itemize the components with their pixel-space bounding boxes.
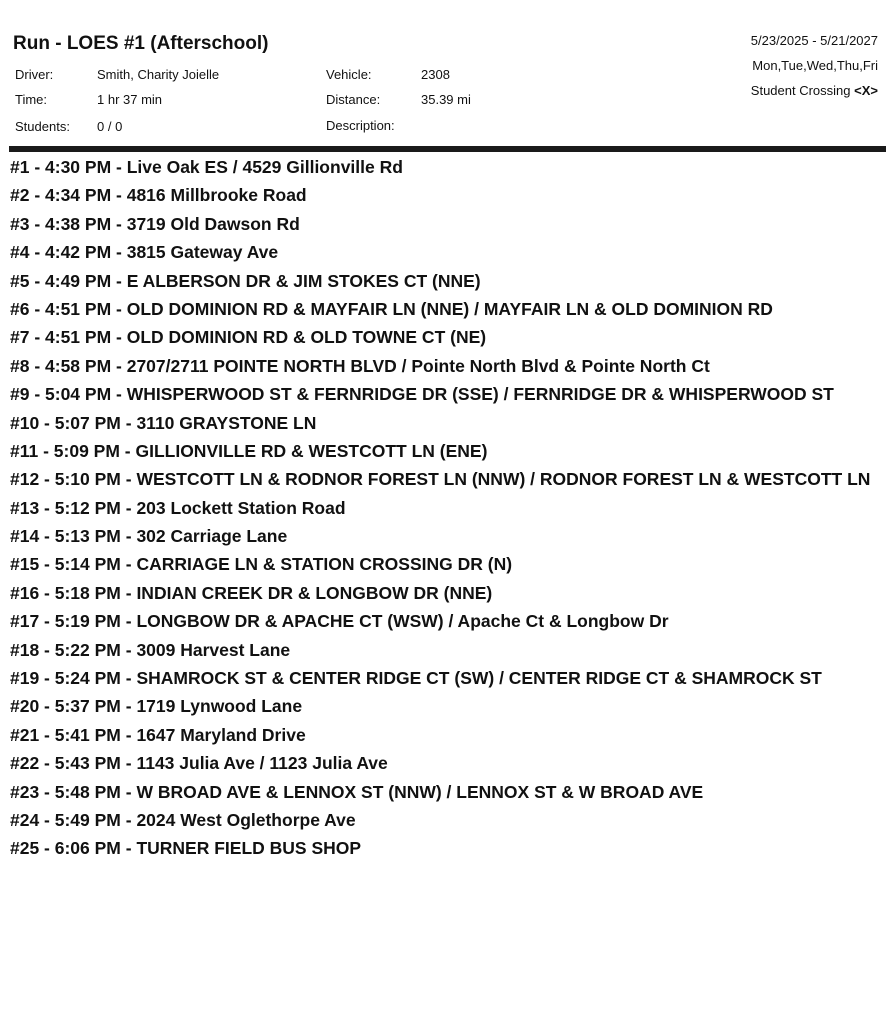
stop-item: #22 - 5:43 PM - 1143 Julia Ave / 1123 Julia Ave [10,753,388,774]
stop-item: #4 - 4:42 PM - 3815 Gateway Ave [10,242,279,263]
student-crossing-value: <X> [854,83,878,98]
run-header [0,0,890,150]
vehicle-value: 2308 [421,67,450,82]
stop-item: #12 - 5:10 PM - WESTCOTT LN & RODNOR FOREST LN (NNW) / RODNOR FOREST LN & WESTCOTT LN [10,469,871,490]
stop-item: #20 - 5:37 PM - 1719 Lynwood Lane [10,696,303,717]
distance-label: Distance: [326,92,381,107]
stop-item: #23 - 5:48 PM - W BROAD AVE & LENNOX ST (NNW) / LENNOX ST & W BROAD AVE [10,781,704,802]
stop-item: #8 - 4:58 PM - 2707/2711 POINTE NORTH BLVD / Pointe North Blvd & Pointe North Ct [10,355,710,376]
stop-item: #24 - 5:49 PM - 2024 West Oglethorpe Ave [10,809,356,830]
stop-item: #19 - 5:24 PM - SHAMROCK ST & CENTER RIDGE CT (SW) / CENTER RIDGE CT & SHAMROCK ST [10,668,822,689]
stops-list [10,157,886,867]
distance-value: 35.39 mi [421,92,471,107]
student-crossing-label: Student Crossing [750,83,851,98]
students-label: Students: [15,119,70,134]
stop-item: #7 - 4:51 PM - OLD DOMINION RD & OLD TOWNE CT (NE) [10,327,487,348]
stop-item: #18 - 5:22 PM - 3009 Harvest Lane [10,639,291,660]
stop-item: #16 - 5:18 PM - INDIAN CREEK DR & LONGBOW DR (NNE) [10,582,493,603]
header-divider [9,146,886,152]
students-value: 0 / 0 [97,119,123,134]
stop-item: #25 - 6:06 PM - TURNER FIELD BUS SHOP [10,838,362,859]
description-label: Description: [326,118,395,133]
stop-item: #5 - 4:49 PM - E ALBERSON DR & JIM STOKES CT (NNE) [10,270,481,291]
run-title: Run - LOES #1 (Afterschool) [13,33,269,54]
service-days: Mon,Tue,Wed,Thu,Fri [752,58,878,73]
stop-item: #15 - 5:14 PM - CARRIAGE LN & STATION CROSSING DR (N) [10,554,513,575]
driver-label: Driver: [15,67,54,82]
stop-item: #13 - 5:12 PM - 203 Lockett Station Road [10,497,346,518]
vehicle-label: Vehicle: [326,67,372,82]
stop-item: #3 - 4:38 PM - 3719 Old Dawson Rd [10,213,300,234]
stop-item: #9 - 5:04 PM - WHISPERWOOD ST & FERNRIDGE DR (SSE) / FERNRIDGE DR & WHISPERWOOD ST [10,384,834,405]
stop-item: #6 - 4:51 PM - OLD DOMINION RD & MAYFAIR LN (NNE) / MAYFAIR LN & OLD DOMINION RD [10,298,773,319]
driver-value: Smith, Charity Joielle [97,67,220,82]
stop-item: #10 - 5:07 PM - 3110 GRAYSTONE LN [10,412,317,433]
time-value: 1 hr 37 min [97,92,163,107]
time-label: Time: [15,92,48,107]
date-range: 5/23/2025 - 5/21/2027 [750,33,878,48]
student-crossing [751,83,878,98]
stop-item: #2 - 4:34 PM - 4816 Millbrooke Road [10,185,307,206]
stop-item: #14 - 5:13 PM - 302 Carriage Lane [10,526,288,547]
stop-item: #1 - 4:30 PM - Live Oak ES / 4529 Gillionville Rd [10,157,403,177]
stop-item: #17 - 5:19 PM - LONGBOW DR & APACHE CT (WSW) / Apache Ct & Longbow Dr [10,611,669,632]
stop-item: #11 - 5:09 PM - GILLIONVILLE RD & WESTCOTT LN (ENE) [10,440,488,461]
stop-item: #21 - 5:41 PM - 1647 Maryland Drive [10,724,306,745]
